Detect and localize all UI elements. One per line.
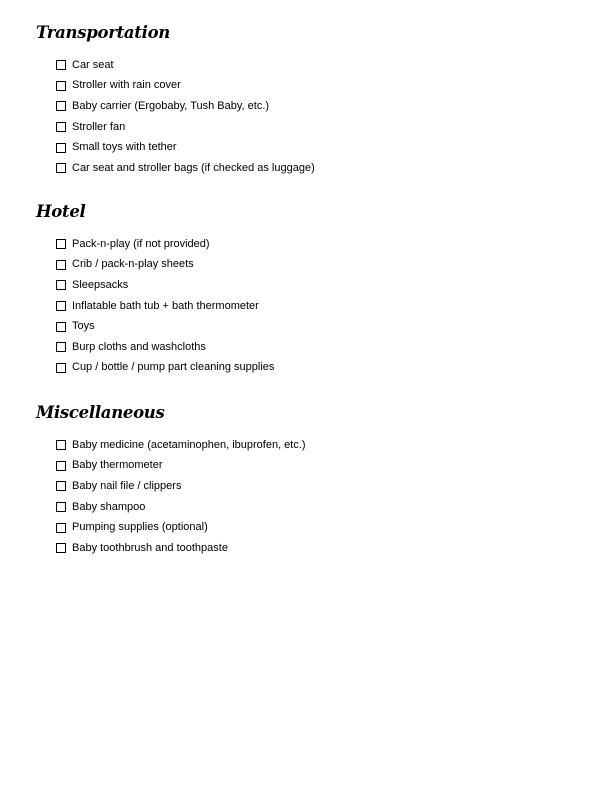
section-heading: Transportation <box>36 23 170 42</box>
checklist-item[interactable] <box>56 337 274 358</box>
item-label: Cup / bottle / pump part cleaning supplies <box>72 361 275 374</box>
checklist-item[interactable] <box>56 234 274 255</box>
checklist <box>56 55 315 179</box>
item-label: Stroller fan <box>72 120 126 133</box>
item-label: Baby nail file / clippers <box>72 479 182 492</box>
checklist-item[interactable] <box>56 296 274 317</box>
item-label: Baby shampoo <box>72 500 146 513</box>
checkbox[interactable] <box>56 101 66 111</box>
checklist-item[interactable] <box>56 117 315 138</box>
checkbox[interactable] <box>56 440 66 450</box>
item-label: Burp cloths and washcloths <box>72 340 206 353</box>
checklist-item[interactable] <box>56 55 315 76</box>
checkbox[interactable] <box>56 143 66 153</box>
checklist-item[interactable] <box>56 497 306 518</box>
item-label: Baby medicine (acetaminophen, ibuprofen, etc.) <box>72 438 306 451</box>
item-label: Toys <box>72 320 95 333</box>
checkbox[interactable] <box>56 239 66 249</box>
item-label: Car seat <box>72 58 114 71</box>
item-label: Baby carrier (Ergobaby, Tush Baby, etc.) <box>72 99 270 112</box>
checklist-item[interactable] <box>56 358 274 379</box>
checkbox[interactable] <box>56 461 66 471</box>
checklist-item[interactable] <box>56 538 306 559</box>
item-label: Pack-n-play (if not provided) <box>72 237 210 250</box>
checkbox[interactable] <box>56 122 66 132</box>
checklist-item[interactable] <box>56 476 306 497</box>
checkbox[interactable] <box>56 523 66 533</box>
checklist <box>56 234 274 378</box>
checkbox[interactable] <box>56 60 66 70</box>
item-label: Stroller with rain cover <box>72 79 181 92</box>
checkbox[interactable] <box>56 301 66 311</box>
checklist-item[interactable] <box>56 316 274 337</box>
checkbox[interactable] <box>56 481 66 491</box>
checklist-item[interactable] <box>56 158 315 179</box>
checkbox[interactable] <box>56 543 66 553</box>
checklist-item[interactable] <box>56 255 274 276</box>
checkbox[interactable] <box>56 81 66 91</box>
checkbox[interactable] <box>56 280 66 290</box>
item-label: Baby toothbrush and toothpaste <box>72 541 228 554</box>
checklist-item[interactable] <box>56 435 306 456</box>
checkbox[interactable] <box>56 363 66 373</box>
checklist-item[interactable] <box>56 137 315 158</box>
item-label: Pumping supplies (optional) <box>72 521 208 534</box>
checklist-item[interactable] <box>56 96 315 117</box>
checklist <box>56 435 306 559</box>
item-label: Car seat and stroller bags (if checked as luggage) <box>72 161 315 174</box>
item-label: Crib / pack-n-play sheets <box>72 258 194 271</box>
checkbox[interactable] <box>56 322 66 332</box>
checklist-item[interactable] <box>56 76 315 97</box>
checklist-item[interactable] <box>56 275 274 296</box>
item-label: Small toys with tether <box>72 141 177 154</box>
item-label: Sleepsacks <box>72 278 129 291</box>
checkbox[interactable] <box>56 502 66 512</box>
item-label: Inflatable bath tub + bath thermometer <box>72 299 259 312</box>
checklist-item[interactable] <box>56 517 306 538</box>
checklist-item[interactable] <box>56 456 306 477</box>
item-label: Baby thermometer <box>72 459 163 472</box>
section-heading: Hotel <box>36 202 86 221</box>
checkbox[interactable] <box>56 260 66 270</box>
section-heading: Miscellaneous <box>36 403 165 422</box>
checkbox[interactable] <box>56 342 66 352</box>
checkbox[interactable] <box>56 163 66 173</box>
